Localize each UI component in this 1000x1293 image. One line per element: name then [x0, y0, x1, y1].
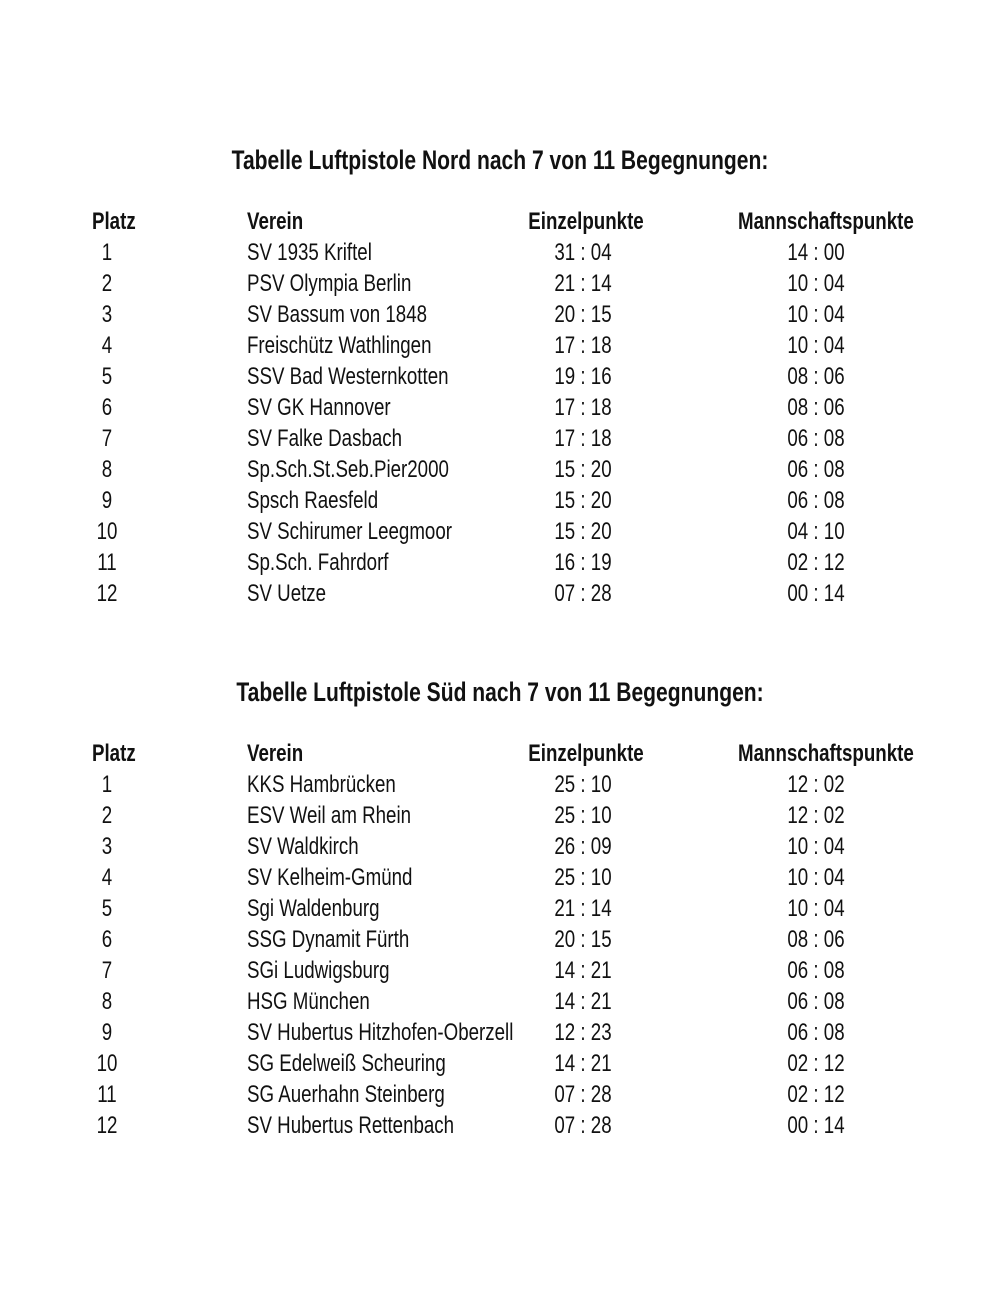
- cell-einzelpunkte: 15 : 20: [554, 456, 612, 483]
- cell-platz: 12: [96, 1112, 118, 1139]
- cell-einzelpunkte: 07 : 28: [554, 1081, 612, 1108]
- header-einzelpunkte: Einzelpunkte: [528, 740, 644, 767]
- cell-platz: 6: [101, 926, 113, 953]
- cell-einzelpunkte: 15 : 20: [554, 518, 612, 545]
- cell-platz: 7: [101, 425, 113, 452]
- header-platz: Platz: [92, 208, 136, 235]
- cell-mannschaftspunkte: 10 : 04: [787, 864, 845, 891]
- cell-platz: 1: [101, 239, 113, 266]
- cell-platz: 2: [101, 802, 113, 829]
- cell-einzelpunkte: 21 : 14: [554, 270, 612, 297]
- cell-einzelpunkte: 16 : 19: [554, 549, 612, 576]
- cell-einzelpunkte: 14 : 21: [554, 957, 612, 984]
- table-title-sued: Tabelle Luftpistole Süd nach 7 von 11 Begegnungen:: [236, 677, 764, 707]
- cell-mannschaftspunkte: 12 : 02: [787, 771, 845, 798]
- cell-einzelpunkte: 19 : 16: [554, 363, 612, 390]
- cell-einzelpunkte: 31 : 04: [554, 239, 612, 266]
- cell-mannschaftspunkte: 14 : 00: [787, 239, 845, 266]
- cell-einzelpunkte: 21 : 14: [554, 895, 612, 922]
- cell-einzelpunkte: 20 : 15: [554, 926, 612, 953]
- table-row: [0, 485, 1000, 516]
- cell-verein: Sp.Sch. Fahrdorf: [247, 549, 389, 576]
- cell-mannschaftspunkte: 10 : 04: [787, 270, 845, 297]
- cell-platz: 4: [101, 864, 113, 891]
- table-row: [0, 423, 1000, 454]
- cell-mannschaftspunkte: 06 : 08: [787, 1019, 845, 1046]
- cell-platz: 11: [97, 1081, 117, 1108]
- cell-platz: 1: [101, 771, 113, 798]
- cell-verein: SV Kelheim-Gmünd: [247, 864, 413, 891]
- cell-platz: 5: [101, 363, 113, 390]
- table-row: [0, 831, 1000, 862]
- cell-einzelpunkte: 07 : 28: [554, 1112, 612, 1139]
- cell-mannschaftspunkte: 10 : 04: [787, 301, 845, 328]
- cell-mannschaftspunkte: 10 : 04: [787, 895, 845, 922]
- table-row: [0, 1048, 1000, 1079]
- cell-platz: 9: [101, 487, 113, 514]
- cell-platz: 12: [96, 580, 118, 607]
- cell-verein: PSV Olympia Berlin: [247, 270, 412, 297]
- cell-verein: SV Falke Dasbach: [247, 425, 403, 452]
- cell-mannschaftspunkte: 10 : 04: [787, 833, 845, 860]
- cell-verein: KKS Hambrücken: [247, 771, 396, 798]
- cell-verein: SV Uetze: [247, 580, 327, 607]
- table-row: [0, 986, 1000, 1017]
- cell-einzelpunkte: 12 : 23: [554, 1019, 612, 1046]
- cell-einzelpunkte: 14 : 21: [554, 1050, 612, 1077]
- cell-einzelpunkte: 07 : 28: [554, 580, 612, 607]
- cell-mannschaftspunkte: 06 : 08: [787, 988, 845, 1015]
- cell-mannschaftspunkte: 00 : 14: [787, 580, 845, 607]
- cell-verein: SV Hubertus Hitzhofen-Oberzell: [247, 1019, 514, 1046]
- table-row: [0, 800, 1000, 831]
- cell-mannschaftspunkte: 04 : 10: [787, 518, 845, 545]
- cell-platz: 8: [101, 988, 113, 1015]
- table-row: [0, 547, 1000, 578]
- table-row: [0, 1110, 1000, 1141]
- cell-verein: SSV Bad Westernkotten: [247, 363, 449, 390]
- table-row: [0, 769, 1000, 800]
- cell-einzelpunkte: 25 : 10: [554, 802, 612, 829]
- cell-mannschaftspunkte: 00 : 14: [787, 1112, 845, 1139]
- cell-verein: SV GK Hannover: [247, 394, 391, 421]
- table-header-row: [0, 738, 1000, 769]
- cell-verein: SV Waldkirch: [247, 833, 359, 860]
- cell-mannschaftspunkte: 02 : 12: [787, 1050, 845, 1077]
- table-row: [0, 578, 1000, 609]
- table-row: [0, 893, 1000, 924]
- cell-einzelpunkte: 20 : 15: [554, 301, 612, 328]
- cell-verein: SV Bassum von 1848: [247, 301, 428, 328]
- table-row: [0, 924, 1000, 955]
- cell-verein: SV Schirumer Leegmoor: [247, 518, 452, 545]
- cell-verein: SV 1935 Kriftel: [247, 239, 372, 266]
- cell-verein: SG Auerhahn Steinberg: [247, 1081, 445, 1108]
- cell-platz: 3: [101, 833, 113, 860]
- cell-verein: HSG München: [247, 988, 370, 1015]
- cell-mannschaftspunkte: 02 : 12: [787, 549, 845, 576]
- cell-mannschaftspunkte: 06 : 08: [787, 487, 845, 514]
- cell-verein: SSG Dynamit Fürth: [247, 926, 410, 953]
- cell-verein: Sp.Sch.St.Seb.Pier2000: [247, 456, 449, 483]
- cell-einzelpunkte: 26 : 09: [554, 833, 612, 860]
- cell-mannschaftspunkte: 12 : 02: [787, 802, 845, 829]
- table-row: [0, 1079, 1000, 1110]
- cell-einzelpunkte: 17 : 18: [554, 425, 612, 452]
- cell-mannschaftspunkte: 06 : 08: [787, 957, 845, 984]
- cell-platz: 7: [101, 957, 113, 984]
- table-row: [0, 454, 1000, 485]
- cell-einzelpunkte: 25 : 10: [554, 864, 612, 891]
- table-row: [0, 1017, 1000, 1048]
- header-verein: Verein: [247, 740, 304, 767]
- header-platz: Platz: [92, 740, 136, 767]
- cell-verein: SG Edelweiß Scheuring: [247, 1050, 446, 1077]
- header-mannschaftspunkte: Mannschaftspunkte: [738, 208, 914, 235]
- table-row: [0, 299, 1000, 330]
- cell-mannschaftspunkte: 10 : 04: [787, 332, 845, 359]
- cell-platz: 11: [97, 549, 117, 576]
- cell-mannschaftspunkte: 08 : 06: [787, 926, 845, 953]
- cell-platz: 10: [96, 518, 118, 545]
- cell-platz: 10: [96, 1050, 118, 1077]
- cell-platz: 4: [101, 332, 113, 359]
- cell-platz: 9: [101, 1019, 113, 1046]
- table-row: [0, 392, 1000, 423]
- table-title-nord: Tabelle Luftpistole Nord nach 7 von 11 Begegnungen:: [231, 145, 769, 175]
- table-row: [0, 361, 1000, 392]
- table-row: [0, 268, 1000, 299]
- cell-verein: Sgi Waldenburg: [247, 895, 380, 922]
- header-einzelpunkte: Einzelpunkte: [528, 208, 644, 235]
- cell-verein: SV Hubertus Rettenbach: [247, 1112, 455, 1139]
- cell-mannschaftspunkte: 06 : 08: [787, 425, 845, 452]
- header-verein: Verein: [247, 208, 304, 235]
- cell-platz: 6: [101, 394, 113, 421]
- table-row: [0, 237, 1000, 268]
- cell-mannschaftspunkte: 08 : 06: [787, 363, 845, 390]
- table-row: [0, 516, 1000, 547]
- cell-mannschaftspunkte: 08 : 06: [787, 394, 845, 421]
- cell-mannschaftspunkte: 06 : 08: [787, 456, 845, 483]
- table-row: [0, 862, 1000, 893]
- cell-verein: Freischütz Wathlingen: [247, 332, 432, 359]
- cell-platz: 2: [101, 270, 113, 297]
- cell-verein: Spsch Raesfeld: [247, 487, 379, 514]
- cell-platz: 8: [101, 456, 113, 483]
- table-header-row: [0, 206, 1000, 237]
- cell-einzelpunkte: 14 : 21: [554, 988, 612, 1015]
- header-mannschaftspunkte: Mannschaftspunkte: [738, 740, 914, 767]
- cell-einzelpunkte: 25 : 10: [554, 771, 612, 798]
- cell-einzelpunkte: 17 : 18: [554, 394, 612, 421]
- cell-einzelpunkte: 17 : 18: [554, 332, 612, 359]
- cell-verein: ESV Weil am Rhein: [247, 802, 412, 829]
- cell-platz: 3: [101, 301, 113, 328]
- cell-mannschaftspunkte: 02 : 12: [787, 1081, 845, 1108]
- cell-einzelpunkte: 15 : 20: [554, 487, 612, 514]
- table-row: [0, 955, 1000, 986]
- cell-platz: 5: [101, 895, 113, 922]
- table-row: [0, 330, 1000, 361]
- cell-verein: SGi Ludwigsburg: [247, 957, 390, 984]
